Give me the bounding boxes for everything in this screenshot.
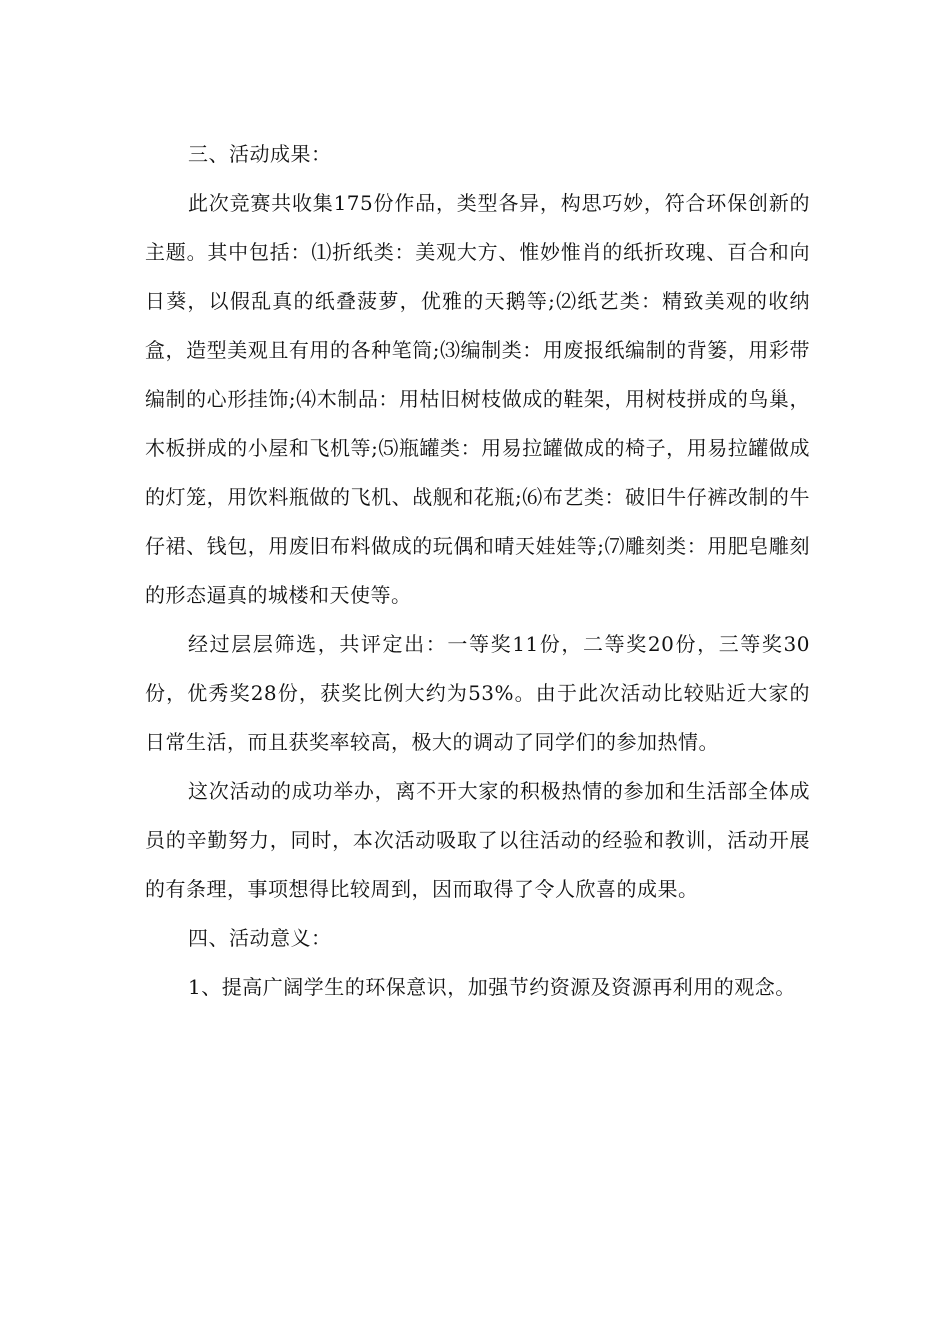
paragraph-significance-1: 1、提高广阔学生的环保意识，加强节约资源及资源再利用的观念。 <box>188 975 796 999</box>
paragraph-success: 这次活动的成功举办，离不开大家的积极热情的参加和生活部全体成员的辛勤努力，同时，本次活动吸取了以往活动的经验和教训，活动开展的有条理，事项想得比较周到，因而取得了令人欣喜的成果。 <box>145 779 810 901</box>
section-heading-results: 三、活动成果： <box>188 142 332 166</box>
paragraph-awards: 经过层层筛选，共评定出：一等奖11份，二等奖20份，三等奖30份，优秀奖28份，获奖比例大约为53%。由于此次活动比较贴近大家的日常生活，而且获奖率较高，极大的调动了同学们的参加热情。 <box>145 632 810 754</box>
document-page <box>145 130 810 1012</box>
section-heading-significance: 四、活动意义： <box>188 926 332 950</box>
paragraph-works-collected: 此次竞赛共收集175份作品，类型各异，构思巧妙，符合环保创新的主题。其中包括：⑴折纸类：美观大方、惟妙惟肖的纸折玫瑰、百合和向日葵，以假乱真的纸叠菠萝，优雅的天鹅等;⑵纸艺类：精致美观的收纳盒，造型美观且有用的各种笔筒;⑶编制类：用废报纸编制的背篓，用彩带编制的心形挂饰;⑷木制品：用枯旧树枝做成的鞋架，用树枝拼成的鸟巢，木板拼成的小屋和飞机等;⑸瓶罐类：用易拉罐做成的椅子，用易拉罐做成的灯笼，用饮料瓶做的飞机、战舰和花瓶;⑹布艺类：破旧牛仔裤改制的牛仔裙、钱包，用废旧布料做成的玩偶和晴天娃娃等;⑺雕刻类：用肥皂雕刻的形态逼真的城楼和天使等。 <box>145 191 810 607</box>
